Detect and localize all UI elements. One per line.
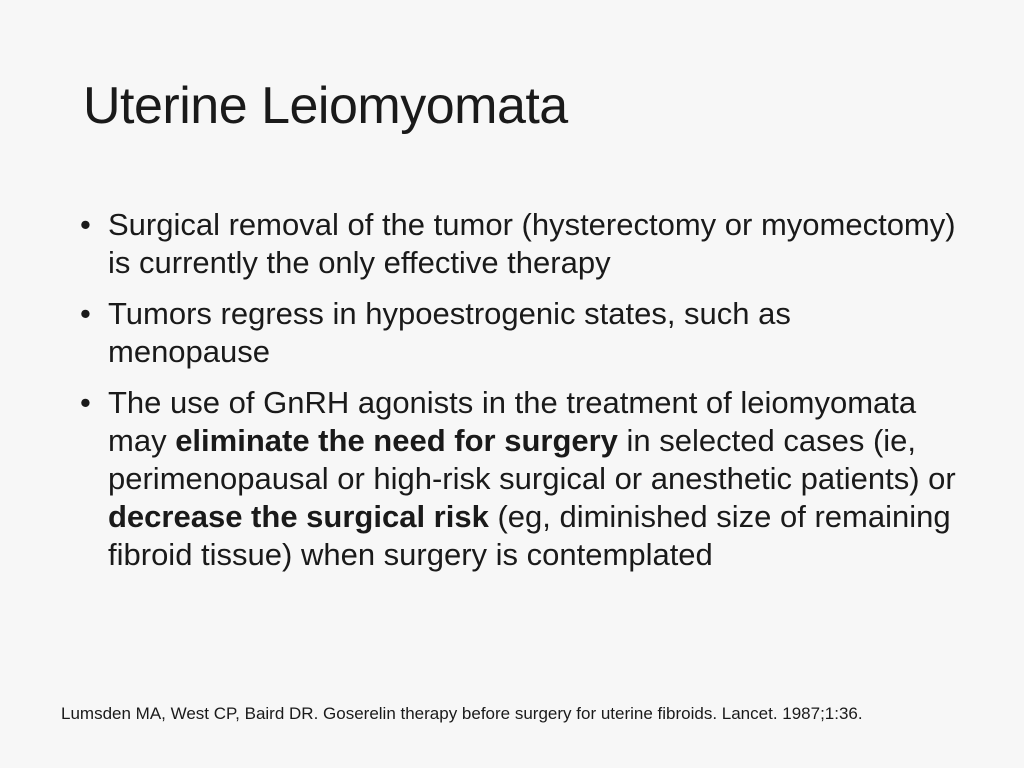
bullet-text: Tumors regress in hypoestrogenic states, such as menopause: [108, 296, 791, 369]
bullet-dot: •: [80, 385, 91, 420]
bullet-text-part: The use of GnRH agonists in the treatment of leiomyomata may: [108, 385, 917, 458]
bullet-item-3: [78, 384, 958, 574]
bullet-text: Surgical removal of the tumor (hysterectomy or myomectomy) is currently the only effective therapy: [108, 207, 956, 280]
bullet-text-part: (eg, diminished size of remaining fibroid tissue) when surgery is contemplated: [108, 499, 951, 572]
slide-title: Uterine Leiomyomata: [83, 77, 568, 135]
bullet-item-2: [78, 295, 958, 371]
bullet-list: [78, 206, 958, 587]
bullet-dot: •: [80, 296, 91, 331]
bullet-dot: •: [80, 207, 91, 242]
footnote-citation: Lumsden MA, West CP, Baird DR. Goserelin therapy before surgery for uterine fibroids. Lancet. 1987;1:36.: [61, 704, 863, 723]
bullet-text-part: in selected cases (ie, perimenopausal or high-risk surgical or anesthetic patients) or: [108, 423, 956, 496]
bullet-text-bold: decrease the surgical risk: [108, 499, 489, 534]
bullet-text-bold: eliminate the need for surgery: [175, 423, 618, 458]
bullet-item-1: [78, 206, 958, 282]
